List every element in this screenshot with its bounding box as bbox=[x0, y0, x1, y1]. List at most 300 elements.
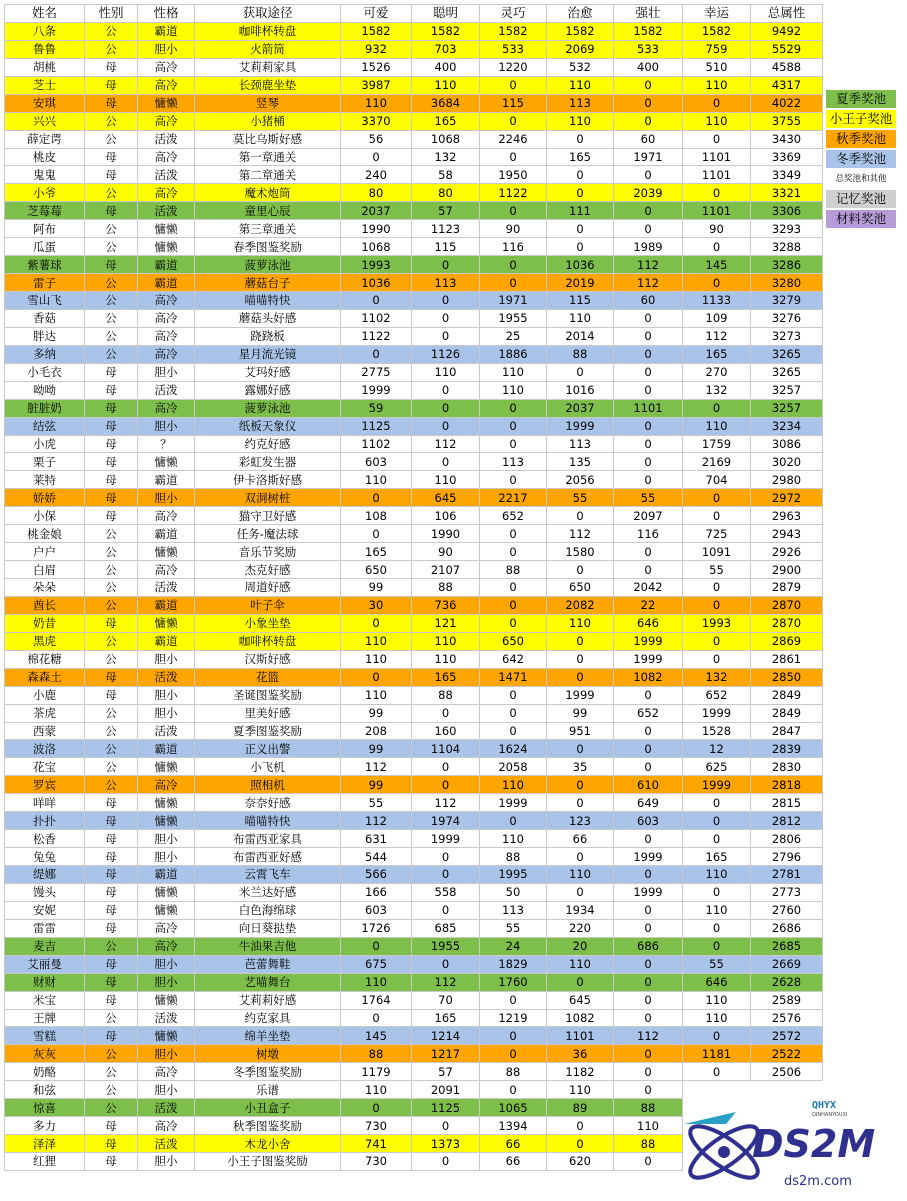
table-cell: 3349 bbox=[751, 166, 823, 184]
table-cell: 113 bbox=[412, 274, 480, 292]
table-cell: 1993 bbox=[683, 614, 751, 632]
table-cell: 0 bbox=[480, 417, 547, 435]
table-cell: 0 bbox=[683, 794, 751, 812]
table-cell: 公 bbox=[85, 704, 138, 722]
table-cell: 朵朵 bbox=[5, 579, 85, 597]
table-body bbox=[5, 22, 823, 1170]
table-cell: 66 bbox=[480, 1135, 547, 1153]
table-cell: 1526 bbox=[341, 58, 412, 76]
table-row bbox=[5, 848, 823, 866]
table-cell: 布雷西亚家具 bbox=[195, 830, 341, 848]
table-cell: 1082 bbox=[547, 1009, 614, 1027]
table-cell: 魔术炮筒 bbox=[195, 184, 341, 202]
table-row bbox=[5, 614, 823, 632]
table-cell: 母 bbox=[85, 991, 138, 1009]
table-cell: 0 bbox=[480, 991, 547, 1009]
table-cell: 蘑菇头好感 bbox=[195, 309, 341, 327]
table-cell: 乐谱 bbox=[195, 1081, 341, 1099]
table-cell: 圣诞图鉴奖励 bbox=[195, 686, 341, 704]
table-cell: 110 bbox=[683, 901, 751, 919]
legend-item: 冬季奖池 bbox=[826, 150, 896, 168]
table-cell: 110 bbox=[341, 686, 412, 704]
table-cell: 112 bbox=[412, 973, 480, 991]
table-cell: 公 bbox=[85, 1045, 138, 1063]
table-cell: 胆小 bbox=[138, 650, 195, 668]
table-cell: 小猪桶 bbox=[195, 112, 341, 130]
table-row bbox=[5, 435, 823, 453]
table-cell: 36 bbox=[547, 1045, 614, 1063]
table-cell: 3020 bbox=[751, 453, 823, 471]
table-cell bbox=[751, 1081, 823, 1099]
table-cell: 母 bbox=[85, 1135, 138, 1153]
table-cell: 0 bbox=[480, 614, 547, 632]
table-cell: 110 bbox=[547, 1081, 614, 1099]
table-cell: 冬季图鉴奖励 bbox=[195, 1063, 341, 1081]
table-row bbox=[5, 758, 823, 776]
table-cell: 里美好感 bbox=[195, 704, 341, 722]
table-cell: 0 bbox=[614, 955, 683, 973]
table-row bbox=[5, 704, 823, 722]
table-cell: 母 bbox=[85, 76, 138, 94]
table-cell: 132 bbox=[412, 148, 480, 166]
table-cell: 2861 bbox=[751, 650, 823, 668]
table-cell: 90 bbox=[412, 543, 480, 561]
table-cell: 2522 bbox=[751, 1045, 823, 1063]
table-cell: 112 bbox=[614, 274, 683, 292]
table-row bbox=[5, 507, 823, 525]
table-cell: 2039 bbox=[614, 184, 683, 202]
table-cell: 1999 bbox=[683, 704, 751, 722]
table-cell: 第三章通关 bbox=[195, 220, 341, 238]
table-cell: 1999 bbox=[614, 883, 683, 901]
table-cell: 1580 bbox=[547, 543, 614, 561]
table-cell: 2830 bbox=[751, 758, 823, 776]
table-cell: 母 bbox=[85, 363, 138, 381]
table-cell: 奈奈好感 bbox=[195, 794, 341, 812]
table-cell: 0 bbox=[683, 830, 751, 848]
table-cell: 108 bbox=[341, 507, 412, 525]
table-cell: 2037 bbox=[341, 202, 412, 220]
table-cell: 公 bbox=[85, 345, 138, 363]
table-cell: 1528 bbox=[683, 722, 751, 740]
table-cell: 610 bbox=[614, 776, 683, 794]
table-cell: 慵懒 bbox=[138, 614, 195, 632]
table-row bbox=[5, 1009, 823, 1027]
table-cell: 莫比乌斯好感 bbox=[195, 130, 341, 148]
table-cell: 0 bbox=[412, 704, 480, 722]
table-cell: 1993 bbox=[341, 256, 412, 274]
table-row bbox=[5, 812, 823, 830]
table-row bbox=[5, 40, 823, 58]
table-cell: 3987 bbox=[341, 76, 412, 94]
table-cell: 0 bbox=[614, 1153, 683, 1171]
table-cell: 110 bbox=[412, 650, 480, 668]
table-cell: 90 bbox=[480, 220, 547, 238]
table-cell: 雪山飞 bbox=[5, 292, 85, 310]
table-cell: 0 bbox=[614, 112, 683, 130]
table-cell: 0 bbox=[683, 94, 751, 112]
table-cell: 145 bbox=[683, 256, 751, 274]
table-cell: 0 bbox=[547, 848, 614, 866]
table-cell: 小飞机 bbox=[195, 758, 341, 776]
table-row bbox=[5, 256, 823, 274]
table-cell: 胆小 bbox=[138, 1081, 195, 1099]
table-cell: 0 bbox=[547, 507, 614, 525]
table-cell: 母 bbox=[85, 1027, 138, 1045]
table-cell: 公 bbox=[85, 722, 138, 740]
table-cell: 88 bbox=[480, 561, 547, 579]
table-cell: 645 bbox=[412, 489, 480, 507]
table-cell: 110 bbox=[480, 776, 547, 794]
table-cell: 0 bbox=[412, 848, 480, 866]
table-cell: 1934 bbox=[547, 901, 614, 919]
table-cell: 88 bbox=[412, 579, 480, 597]
table-cell: 112 bbox=[683, 327, 751, 345]
table-row bbox=[5, 112, 823, 130]
table-cell: 奶酪 bbox=[5, 1063, 85, 1081]
table-cell: 1990 bbox=[341, 220, 412, 238]
table-cell: 第二章通关 bbox=[195, 166, 341, 184]
table-cell: 0 bbox=[480, 722, 547, 740]
table-cell: 小鹿 bbox=[5, 686, 85, 704]
table-cell: 115 bbox=[480, 94, 547, 112]
legend-item: 材料奖池 bbox=[826, 210, 896, 228]
table-cell: 110 bbox=[341, 973, 412, 991]
table-cell: 0 bbox=[683, 883, 751, 901]
table-cell: 110 bbox=[683, 76, 751, 94]
column-header: 治愈 bbox=[547, 5, 614, 23]
column-header: 性别 bbox=[85, 5, 138, 23]
table-cell: 5529 bbox=[751, 40, 823, 58]
table-cell: 2246 bbox=[480, 130, 547, 148]
table-cell: 1582 bbox=[547, 22, 614, 40]
table-cell: 66 bbox=[480, 1153, 547, 1171]
table-row bbox=[5, 220, 823, 238]
table-cell: 725 bbox=[683, 525, 751, 543]
table-cell: 母 bbox=[85, 686, 138, 704]
table-cell: 汉斯好感 bbox=[195, 650, 341, 668]
table-row bbox=[5, 399, 823, 417]
table-cell: 0 bbox=[683, 1027, 751, 1045]
table-cell: 活泼 bbox=[138, 202, 195, 220]
table-cell: 高冷 bbox=[138, 58, 195, 76]
table-cell: 2169 bbox=[683, 453, 751, 471]
table-cell: 公 bbox=[85, 1063, 138, 1081]
table-cell: 1214 bbox=[412, 1027, 480, 1045]
table-cell: 1065 bbox=[480, 1099, 547, 1117]
table-cell: 99 bbox=[341, 740, 412, 758]
table-row bbox=[5, 901, 823, 919]
table-cell: 558 bbox=[412, 883, 480, 901]
column-header: 聪明 bbox=[412, 5, 480, 23]
table-cell: 57 bbox=[412, 202, 480, 220]
table-cell: 公 bbox=[85, 292, 138, 310]
table-cell: 0 bbox=[683, 596, 751, 614]
table-cell: 30 bbox=[341, 596, 412, 614]
table-cell: 公 bbox=[85, 327, 138, 345]
table-cell: 0 bbox=[480, 399, 547, 417]
table-cell: 1582 bbox=[683, 22, 751, 40]
table-cell: 0 bbox=[614, 686, 683, 704]
table-cell: 霸道 bbox=[138, 22, 195, 40]
table-cell: 0 bbox=[547, 363, 614, 381]
table-cell: 165 bbox=[412, 668, 480, 686]
table-cell: 1104 bbox=[412, 740, 480, 758]
table-cell: 竖琴 bbox=[195, 94, 341, 112]
table-row bbox=[5, 525, 823, 543]
table-cell: 110 bbox=[614, 1117, 683, 1135]
table-cell: 0 bbox=[614, 220, 683, 238]
table-row bbox=[5, 309, 823, 327]
table-cell: 慵懒 bbox=[138, 543, 195, 561]
table-cell: 2576 bbox=[751, 1009, 823, 1027]
table-cell: 112 bbox=[412, 435, 480, 453]
table-cell: 户户 bbox=[5, 543, 85, 561]
table-cell: 母 bbox=[85, 883, 138, 901]
table-cell: 杰克好感 bbox=[195, 561, 341, 579]
table-cell: 0 bbox=[614, 309, 683, 327]
table-cell: 3234 bbox=[751, 417, 823, 435]
table-cell: 小爷 bbox=[5, 184, 85, 202]
table-cell: 2686 bbox=[751, 919, 823, 937]
table-cell: 110 bbox=[412, 632, 480, 650]
table-cell: 2806 bbox=[751, 830, 823, 848]
table-cell: 财财 bbox=[5, 973, 85, 991]
table-cell: 0 bbox=[412, 256, 480, 274]
table-cell: 奶昔 bbox=[5, 614, 85, 632]
table-cell: 165 bbox=[412, 112, 480, 130]
table-row bbox=[5, 76, 823, 94]
table-cell: 110 bbox=[341, 1081, 412, 1099]
table-cell: 1971 bbox=[614, 148, 683, 166]
table-cell: 22 bbox=[614, 596, 683, 614]
table-cell: 1101 bbox=[683, 148, 751, 166]
table-cell: 娇娇 bbox=[5, 489, 85, 507]
table-row bbox=[5, 363, 823, 381]
table-cell: 胆小 bbox=[138, 704, 195, 722]
table-cell: 茶虎 bbox=[5, 704, 85, 722]
table-cell: 活泼 bbox=[138, 130, 195, 148]
table-cell: 1999 bbox=[614, 632, 683, 650]
table-cell: 0 bbox=[547, 973, 614, 991]
table-cell: 高冷 bbox=[138, 327, 195, 345]
table-cell: 0 bbox=[614, 740, 683, 758]
table-cell: 0 bbox=[341, 614, 412, 632]
table-cell: 公 bbox=[85, 1099, 138, 1117]
column-header: 获取途径 bbox=[195, 5, 341, 23]
table-cell: 56 bbox=[341, 130, 412, 148]
table-cell: 2091 bbox=[412, 1081, 480, 1099]
table-cell: 0 bbox=[547, 184, 614, 202]
table-cell: 兔兔 bbox=[5, 848, 85, 866]
table-cell: 110 bbox=[341, 94, 412, 112]
table-row bbox=[5, 166, 823, 184]
table-cell: 0 bbox=[547, 650, 614, 668]
table-cell: 0 bbox=[614, 758, 683, 776]
table-cell: 645 bbox=[547, 991, 614, 1009]
table-cell: 霸道 bbox=[138, 274, 195, 292]
table-cell: 510 bbox=[683, 58, 751, 76]
table-cell: 1102 bbox=[341, 435, 412, 453]
table-cell: 112 bbox=[341, 812, 412, 830]
table-row bbox=[5, 830, 823, 848]
table-cell: 1082 bbox=[614, 668, 683, 686]
table-cell: 112 bbox=[341, 758, 412, 776]
table-cell: 0 bbox=[683, 238, 751, 256]
table-cell: 桃皮 bbox=[5, 148, 85, 166]
table-cell: 736 bbox=[412, 596, 480, 614]
table-cell: 0 bbox=[683, 507, 751, 525]
table-cell: 高冷 bbox=[138, 112, 195, 130]
table-cell: 166 bbox=[341, 883, 412, 901]
table-cell: 110 bbox=[683, 1009, 751, 1027]
table-cell: 0 bbox=[614, 94, 683, 112]
table-row bbox=[5, 596, 823, 614]
table-cell: 慵懒 bbox=[138, 883, 195, 901]
table-cell: 2869 bbox=[751, 632, 823, 650]
table-cell: 2847 bbox=[751, 722, 823, 740]
table-cell: 2056 bbox=[547, 471, 614, 489]
table-cell: 1829 bbox=[480, 955, 547, 973]
column-header: 总属性 bbox=[751, 5, 823, 23]
table-cell: 活泼 bbox=[138, 1135, 195, 1153]
table-cell: 艾玛好感 bbox=[195, 363, 341, 381]
logo-subtitle: QINHANYOUXI bbox=[812, 1112, 848, 1118]
table-cell: 0 bbox=[683, 650, 751, 668]
table-cell: 0 bbox=[614, 76, 683, 94]
table-cell: 2812 bbox=[751, 812, 823, 830]
table-cell: 0 bbox=[614, 417, 683, 435]
table-cell: 2760 bbox=[751, 901, 823, 919]
column-header: 强壮 bbox=[614, 5, 683, 23]
table-cell: 121 bbox=[412, 614, 480, 632]
table-cell: 112 bbox=[412, 794, 480, 812]
table-cell: 110 bbox=[547, 866, 614, 884]
table-cell: 1122 bbox=[480, 184, 547, 202]
table-cell: 菠萝泳池 bbox=[195, 256, 341, 274]
table-cell: 730 bbox=[341, 1153, 412, 1171]
table-cell: 胆小 bbox=[138, 1045, 195, 1063]
table-cell: 686 bbox=[614, 937, 683, 955]
table-cell: 145 bbox=[341, 1027, 412, 1045]
table-cell: 1182 bbox=[547, 1063, 614, 1081]
table-cell: 约克家具 bbox=[195, 1009, 341, 1027]
table-cell: 0 bbox=[683, 489, 751, 507]
table-cell: 芭蕾舞鞋 bbox=[195, 955, 341, 973]
table-cell: 米宝 bbox=[5, 991, 85, 1009]
table-cell: 0 bbox=[547, 238, 614, 256]
table-row bbox=[5, 722, 823, 740]
table-cell: 扑扑 bbox=[5, 812, 85, 830]
table-cell: 88 bbox=[341, 1045, 412, 1063]
table-cell: 1101 bbox=[683, 202, 751, 220]
table-cell: 公 bbox=[85, 40, 138, 58]
table-cell: 3293 bbox=[751, 220, 823, 238]
table-cell: 631 bbox=[341, 830, 412, 848]
table-row bbox=[5, 668, 823, 686]
table-cell: 慵懒 bbox=[138, 220, 195, 238]
table-cell: 1989 bbox=[614, 238, 683, 256]
table-row bbox=[5, 794, 823, 812]
table-cell: 花宝 bbox=[5, 758, 85, 776]
table-cell: 慵懒 bbox=[138, 1027, 195, 1045]
table-cell: 紫薯球 bbox=[5, 256, 85, 274]
table-cell: 母 bbox=[85, 202, 138, 220]
table-cell: 113 bbox=[547, 435, 614, 453]
table-cell: 高冷 bbox=[138, 937, 195, 955]
table-cell: 母 bbox=[85, 507, 138, 525]
table-cell: 0 bbox=[341, 937, 412, 955]
table-cell: 703 bbox=[412, 40, 480, 58]
table-cell: 跷跷板 bbox=[195, 327, 341, 345]
table-cell: 罗宾 bbox=[5, 776, 85, 794]
table-cell: 2850 bbox=[751, 668, 823, 686]
table-cell: 雪糕 bbox=[5, 1027, 85, 1045]
table-cell: 松香 bbox=[5, 830, 85, 848]
table-cell: 1999 bbox=[412, 830, 480, 848]
table-row bbox=[5, 973, 823, 991]
table-cell: 0 bbox=[412, 381, 480, 399]
table-cell: 0 bbox=[614, 202, 683, 220]
table-cell: 646 bbox=[614, 614, 683, 632]
table-cell: 208 bbox=[341, 722, 412, 740]
table-cell: 牛油果吉他 bbox=[195, 937, 341, 955]
table-cell: 1955 bbox=[480, 309, 547, 327]
table-cell: 70 bbox=[412, 991, 480, 1009]
table-cell: 88 bbox=[480, 848, 547, 866]
table-cell: 0 bbox=[480, 202, 547, 220]
table-cell: 652 bbox=[683, 686, 751, 704]
table-cell: 0 bbox=[480, 543, 547, 561]
table-cell: 1999 bbox=[614, 848, 683, 866]
table-cell: 1122 bbox=[341, 327, 412, 345]
table-cell: 3086 bbox=[751, 435, 823, 453]
table-cell: 0 bbox=[614, 471, 683, 489]
table-cell: 公 bbox=[85, 740, 138, 758]
table-cell: 0 bbox=[341, 489, 412, 507]
table-cell: 芝莓莓 bbox=[5, 202, 85, 220]
table-cell: 长颈鹿坐垫 bbox=[195, 76, 341, 94]
table-cell: 1101 bbox=[683, 166, 751, 184]
table-cell: 0 bbox=[683, 130, 751, 148]
table-cell: 西蒙 bbox=[5, 722, 85, 740]
table-cell: 2669 bbox=[751, 955, 823, 973]
table-cell: 公 bbox=[85, 596, 138, 614]
table-row bbox=[5, 632, 823, 650]
table-cell: 0 bbox=[614, 453, 683, 471]
table-cell: 公 bbox=[85, 112, 138, 130]
table-cell: 88 bbox=[547, 345, 614, 363]
table-cell: 1036 bbox=[547, 256, 614, 274]
table-cell: 66 bbox=[547, 830, 614, 848]
table-cell: 咖啡杯转盘 bbox=[195, 632, 341, 650]
table-cell: 安琪 bbox=[5, 94, 85, 112]
table-cell: 0 bbox=[683, 184, 751, 202]
table-row bbox=[5, 345, 823, 363]
table-cell: 多力 bbox=[5, 1117, 85, 1135]
table-cell: 胆小 bbox=[138, 830, 195, 848]
table-cell: 2037 bbox=[547, 399, 614, 417]
table-cell: 99 bbox=[341, 579, 412, 597]
table-cell: 0 bbox=[683, 274, 751, 292]
table-cell: 0 bbox=[341, 292, 412, 310]
table-cell: 胆小 bbox=[138, 955, 195, 973]
table-cell: 母 bbox=[85, 812, 138, 830]
table-row bbox=[5, 955, 823, 973]
table-cell: 艺喵舞台 bbox=[195, 973, 341, 991]
table-cell: 99 bbox=[341, 776, 412, 794]
table-cell: 小保 bbox=[5, 507, 85, 525]
